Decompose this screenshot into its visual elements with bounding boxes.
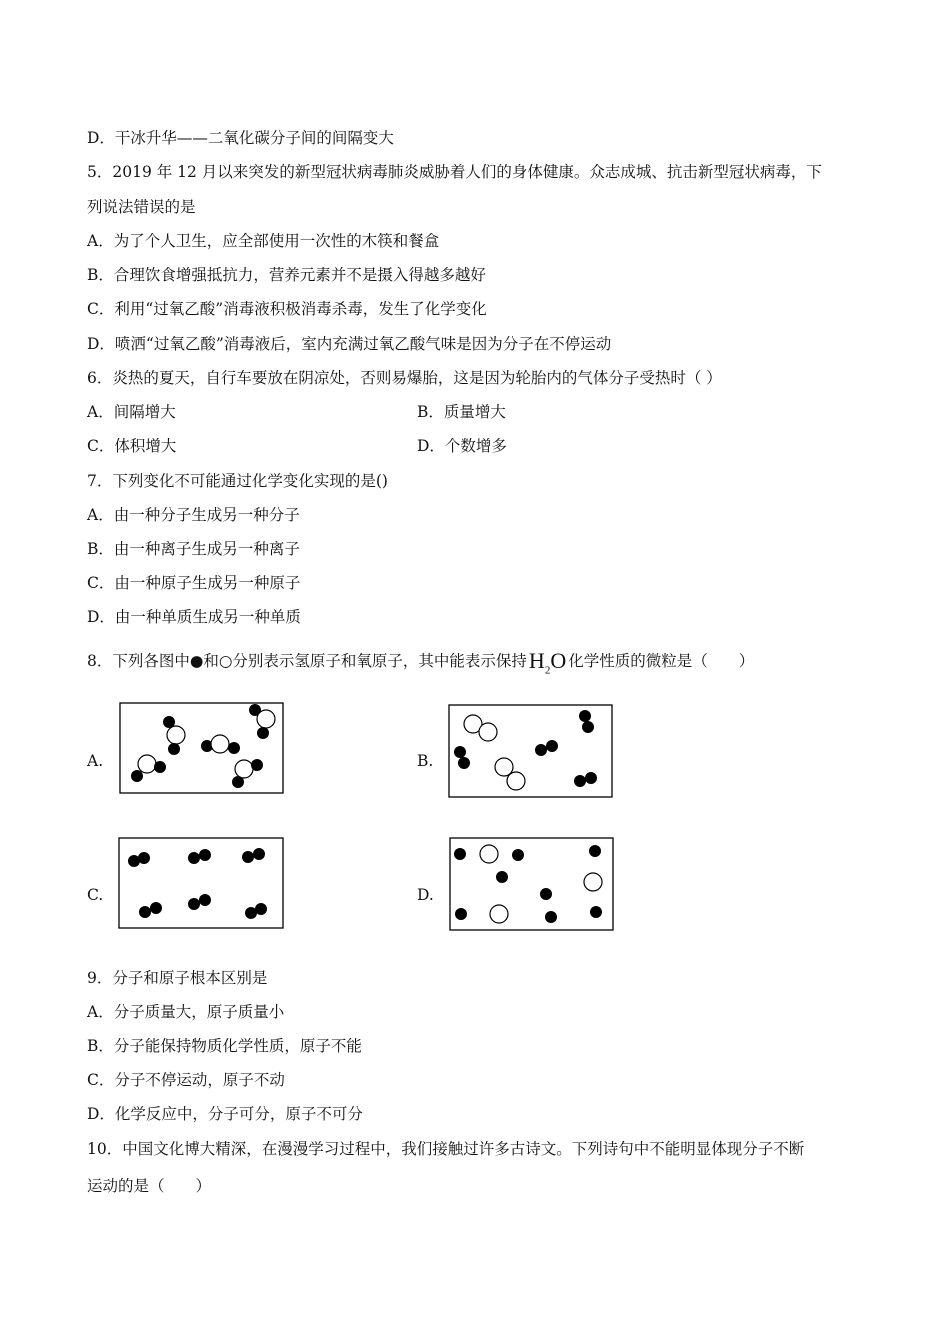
q8-diagram-b[interactable] xyxy=(448,704,616,800)
hydrogen-atom xyxy=(496,871,508,883)
hydrogen-atom xyxy=(199,849,211,861)
hydrogen-atom xyxy=(138,852,150,864)
q8-diagram-d[interactable] xyxy=(449,837,617,933)
hydrogen-atom xyxy=(546,740,558,752)
q7-stem: 7．下列变化不可能通过化学变化实现的是() xyxy=(87,472,388,490)
hydrogen-atom xyxy=(454,848,466,860)
q6-option-a: A．间隔增大 xyxy=(87,403,176,421)
hydrogen-atom xyxy=(455,908,467,920)
hydrogen-atom xyxy=(139,906,151,918)
hydrogen-atom xyxy=(154,761,166,773)
q4-option-d: D．干冰升华——二氧化碳分子间的间隔变大 xyxy=(87,129,394,147)
hydrogen-atom xyxy=(199,894,211,906)
hydrogen-atom xyxy=(188,852,200,864)
hydrogen-atom xyxy=(242,851,254,863)
oxygen-atom xyxy=(507,772,525,790)
q6-option-d: D．个数增多 xyxy=(417,437,507,455)
hydrogen-atom xyxy=(458,757,470,769)
q6-stem: 6．炎热的夏天，自行车要放在阴凉处，否则易爆胎，这是因为轮胎内的气体分子受热时（ ） xyxy=(87,369,722,387)
q7-option-c: C．由一种原子生成另一种原子 xyxy=(87,574,301,592)
q5-option-b: B．合理饮食增强抵抗力，营养元素并不是摄入得越多越好 xyxy=(87,266,486,284)
q5-option-d: D．喷洒“过氧乙酸”消毒液后，室内充满过氧乙酸气味是因为分子在不停运动 xyxy=(87,335,612,353)
hydrogen-atom xyxy=(512,849,524,861)
q8-stem-pre: 8．下列各图中●和○分别表示氢原子和氧原子，其中能表示保持 xyxy=(87,652,527,670)
hydrogen-atom xyxy=(232,776,244,788)
oxygen-atom xyxy=(480,845,498,863)
q6-option-c: C．体积增大 xyxy=(87,437,177,455)
oxygen-atom xyxy=(257,710,275,728)
oxygen-atom xyxy=(479,723,497,741)
q5-stem-line1: 5．2019 年 12 月以来突发的新型冠状病毒肺炎威胁着人们的身体健康。众志成城、抗击新型冠状病毒，下 xyxy=(87,163,822,181)
q5-option-a: A．为了个人卫生，应全部使用一次性的木筷和餐盒 xyxy=(87,232,440,250)
hydrogen-atom xyxy=(579,710,591,722)
hydrogen-atom xyxy=(168,743,180,755)
oxygen-atom xyxy=(584,873,602,891)
q9-option-c: C．分子不停运动，原子不动 xyxy=(87,1071,285,1089)
oxygen-atom xyxy=(235,760,253,778)
q10-stem-line1: 10．中国文化博大精深，在漫漫学习过程中，我们接触过许多古诗文。下列诗句中不能明显体现分子不断 xyxy=(87,1140,805,1158)
hydrogen-atom xyxy=(253,848,265,860)
hydrogen-atom xyxy=(590,906,602,918)
hydrogen-atom xyxy=(131,770,143,782)
q9-option-d: D．化学反应中，分子可分，原子不可分 xyxy=(87,1105,363,1123)
q9-option-a: A．分子质量大，原子质量小 xyxy=(87,1003,285,1021)
hydrogen-atom xyxy=(251,759,263,771)
hydrogen-atom xyxy=(255,903,267,915)
hydrogen-atom xyxy=(589,845,601,857)
q6-option-b: B．质量增大 xyxy=(417,403,506,421)
q8-label-c: C. xyxy=(87,886,104,904)
q10-stem-line2: 运动的是（ ） xyxy=(87,1177,212,1195)
q8-label-d: D. xyxy=(417,886,434,904)
q8-diagram-c[interactable] xyxy=(118,837,286,931)
q8-label-b: B. xyxy=(417,752,434,770)
hydrogen-atom xyxy=(582,721,594,733)
h2o-subscript: 2 xyxy=(544,664,551,677)
oxygen-atom xyxy=(138,755,156,773)
q7-option-a: A．由一种分子生成另一种分子 xyxy=(87,506,300,524)
hydrogen-atom xyxy=(574,775,586,787)
q9-stem: 9．分子和原子根本区别是 xyxy=(87,969,268,987)
q5-stem-line2: 列说法错误的是 xyxy=(87,198,196,216)
q8-stem-post: 化学性质的微粒是（ ） xyxy=(568,652,755,670)
hydrogen-atom xyxy=(535,744,547,756)
hydrogen-atom xyxy=(228,742,240,754)
oxygen-atom xyxy=(167,726,185,744)
q5-option-c: C．利用“过氧乙酸”消毒液积极消毒杀毒，发生了化学变化 xyxy=(87,300,487,318)
h2o-o: O xyxy=(550,648,567,673)
h2o-h: H xyxy=(528,648,545,673)
oxygen-atom xyxy=(490,905,508,923)
h2o-formula xyxy=(529,650,566,681)
hydrogen-atom xyxy=(188,898,200,910)
q7-option-b: B．由一种离子生成另一种离子 xyxy=(87,540,300,558)
hydrogen-atom xyxy=(585,772,597,784)
hydrogen-atom xyxy=(454,746,466,758)
q8-stem xyxy=(87,650,754,681)
q7-option-d: D．由一种单质生成另一种单质 xyxy=(87,608,301,626)
q9-option-b: B．分子能保持物质化学性质，原子不能 xyxy=(87,1037,362,1055)
oxygen-atom xyxy=(211,735,229,753)
hydrogen-atom xyxy=(545,911,557,923)
q8-diagram-a[interactable] xyxy=(119,702,287,796)
q8-label-a: A. xyxy=(87,752,104,770)
hydrogen-atom xyxy=(540,888,552,900)
hydrogen-atom xyxy=(150,902,162,914)
hydrogen-atom xyxy=(257,727,269,739)
